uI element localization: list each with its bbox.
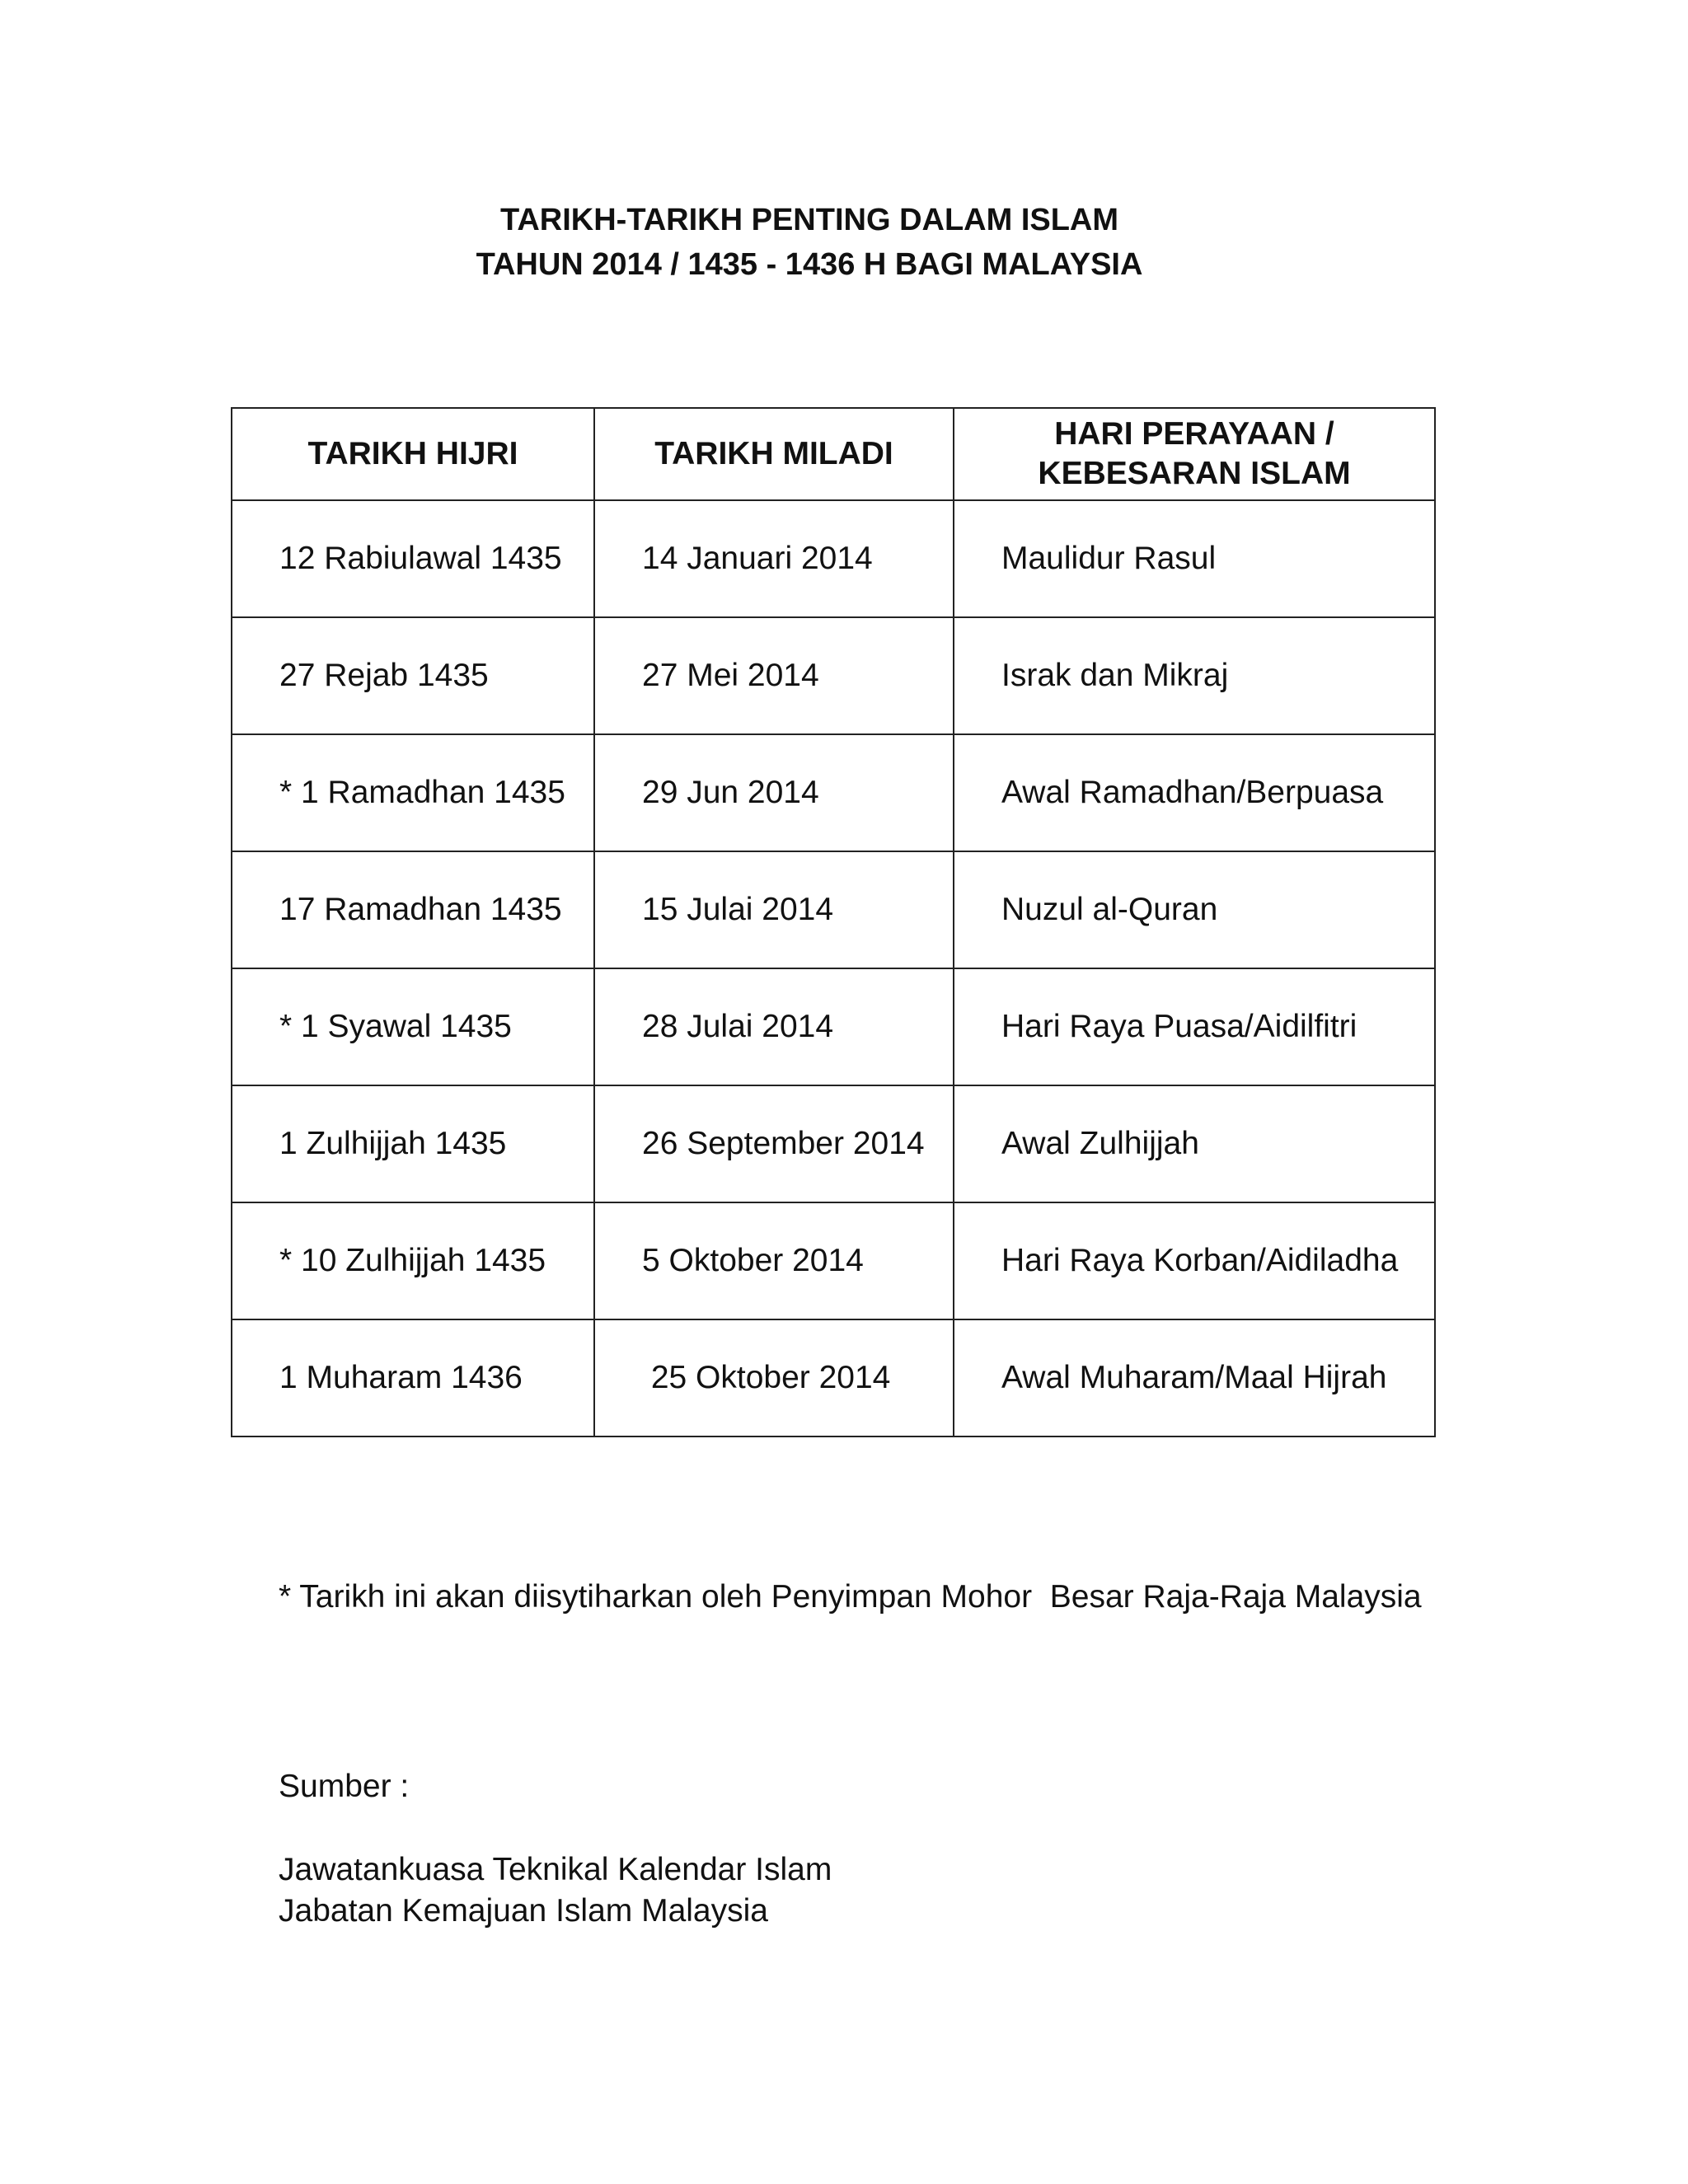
source-line-department: Jabatan Kemajuan Islam Malaysia — [279, 1893, 768, 1929]
cell-miladi: 26 September 2014 — [594, 1085, 954, 1202]
table-row — [232, 617, 1435, 734]
header-hari-perayaan-line2: KEBESARAN ISLAM — [1038, 456, 1351, 491]
table-row — [232, 500, 1435, 617]
table-header-row — [232, 408, 1435, 500]
cell-hijri: 1 Zulhijjah 1435 — [232, 1085, 594, 1202]
header-hari-perayaan-line1: HARI PERAYAAN / — [1054, 416, 1334, 452]
important-dates-table — [231, 407, 1436, 1437]
cell-perayaan: Awal Ramadhan/Berpuasa — [954, 734, 1435, 851]
table-row — [232, 1202, 1435, 1319]
table-row — [232, 1319, 1435, 1436]
cell-hijri: * 1 Syawal 1435 — [232, 968, 594, 1085]
cell-hijri: 12 Rabiulawal 1435 — [232, 500, 594, 617]
cell-miladi: 28 Julai 2014 — [594, 968, 954, 1085]
cell-perayaan: Hari Raya Puasa/Aidilfitri — [954, 968, 1435, 1085]
cell-hijri: 1 Muharam 1436 — [232, 1319, 594, 1436]
table-row — [232, 734, 1435, 851]
table-row — [232, 968, 1435, 1085]
cell-miladi: 15 Julai 2014 — [594, 851, 954, 968]
cell-perayaan: Maulidur Rasul — [954, 500, 1435, 617]
cell-perayaan: Nuzul al-Quran — [954, 851, 1435, 968]
cell-miladi: 14 Januari 2014 — [594, 500, 954, 617]
cell-perayaan: Awal Zulhijjah — [954, 1085, 1435, 1202]
cell-hijri: * 1 Ramadhan 1435 — [232, 734, 594, 851]
cell-miladi: 5 Oktober 2014 — [594, 1202, 954, 1319]
cell-miladi: 27 Mei 2014 — [594, 617, 954, 734]
source-label: Sumber : — [279, 1769, 410, 1804]
cell-hijri: 27 Rejab 1435 — [232, 617, 594, 734]
header-tarikh-miladi: TARIKH MILADI — [594, 408, 954, 500]
header-tarikh-hijri: TARIKH HIJRI — [232, 408, 594, 500]
cell-hijri: 17 Ramadhan 1435 — [232, 851, 594, 968]
cell-hijri: * 10 Zulhijjah 1435 — [232, 1202, 594, 1319]
header-hari-perayaan — [954, 408, 1435, 500]
footnote: * Tarikh ini akan diisytiharkan oleh Penyimpan Mohor Besar Raja-Raja Malaysia — [279, 1579, 1422, 1615]
cell-miladi: 29 Jun 2014 — [594, 734, 954, 851]
table-row — [232, 851, 1435, 968]
source-line-committee: Jawatankuasa Teknikal Kalendar Islam — [279, 1852, 832, 1887]
table-row — [232, 1085, 1435, 1202]
cell-perayaan: Israk dan Mikraj — [954, 617, 1435, 734]
cell-miladi: 25 Oktober 2014 — [594, 1319, 954, 1436]
document-subtitle: TAHUN 2014 / 1435 - 1436 H BAGI MALAYSIA — [476, 247, 1143, 282]
document-title: TARIKH-TARIKH PENTING DALAM ISLAM — [499, 203, 1119, 237]
cell-perayaan: Awal Muharam/Maal Hijrah — [954, 1319, 1435, 1436]
cell-perayaan: Hari Raya Korban/Aidiladha — [954, 1202, 1435, 1319]
